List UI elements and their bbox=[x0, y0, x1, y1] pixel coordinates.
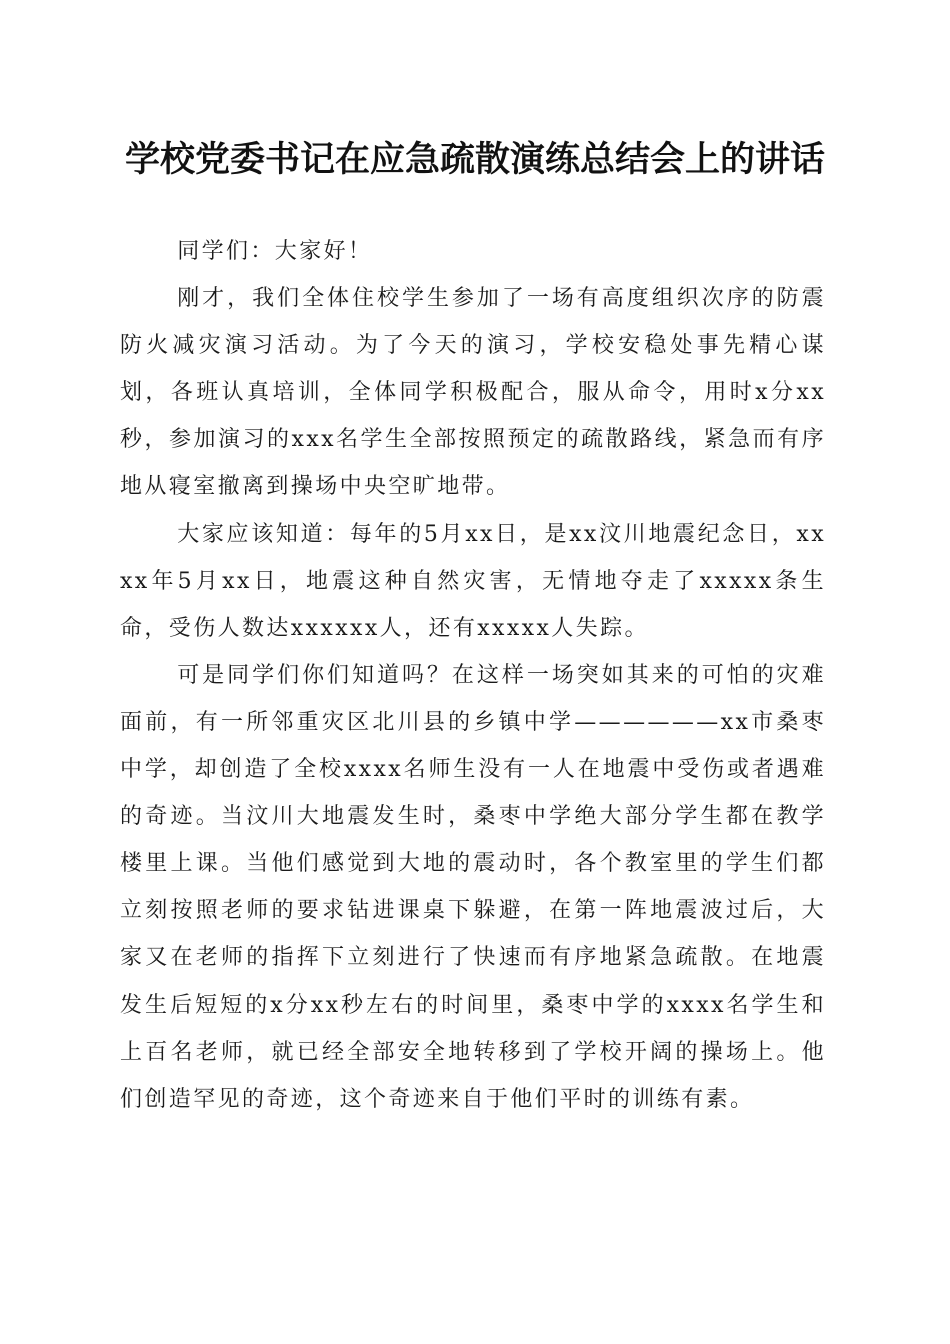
document-body bbox=[120, 228, 826, 1123]
paragraph-earthquake-anniversary: 大家应该知道：每年的5月xx日，是xx汶川地震纪念日，xxxx年5月xx日，地震这种自然灾害，无情地夺走了xxxxx条生命，受伤人数达xxxxxx人，还有xxxxx人失踪。 bbox=[120, 521, 826, 641]
document-title: 学校党委书记在应急疏散演练总结会上的讲话 bbox=[124, 139, 825, 180]
paragraph-sangzao-school: 可是同学们你们知道吗？在这样一场突如其来的可怕的灾难面前，有一所邻重灾区北川县的乡镇中学——————xx市桑枣中学，却创造了全校xxxx名师生没有一人在地震中受伤或者遇难的奇迹。当汶川大地震发生时，桑枣中学绝大部分学生都在教学楼里上课。当他们感觉到大地的震动时，各个教室里的学生们都立刻按照老师的要求钻进课桌下躲避，在第一阵地震波过后，大家又在老师的指挥下立刻进行了快速而有序地紧急疏散。在地震发生后短短的x分xx秒左右的时间里，桑枣中学的xxxx名学生和上百名老师，就已经全部安全地转移到了学校开阔的操场上。他们创造罕见的奇迹，这个奇迹来自于他们平时的训练有素。 bbox=[120, 662, 826, 1112]
paragraph-drill-summary: 刚才，我们全体住校学生参加了一场有高度组织次序的防震防火减灾演习活动。为了今天的演习，学校安稳处事先精心谋划，各班认真培训，全体同学积极配合，服从命令，用时x分xx秒，参加演习的xxx名学生全部按照预定的疏散路线，紧急而有序地从寝室撤离到操场中央空旷地带。 bbox=[120, 286, 826, 500]
paragraph-greeting: 同学们：大家好！ bbox=[177, 239, 373, 264]
